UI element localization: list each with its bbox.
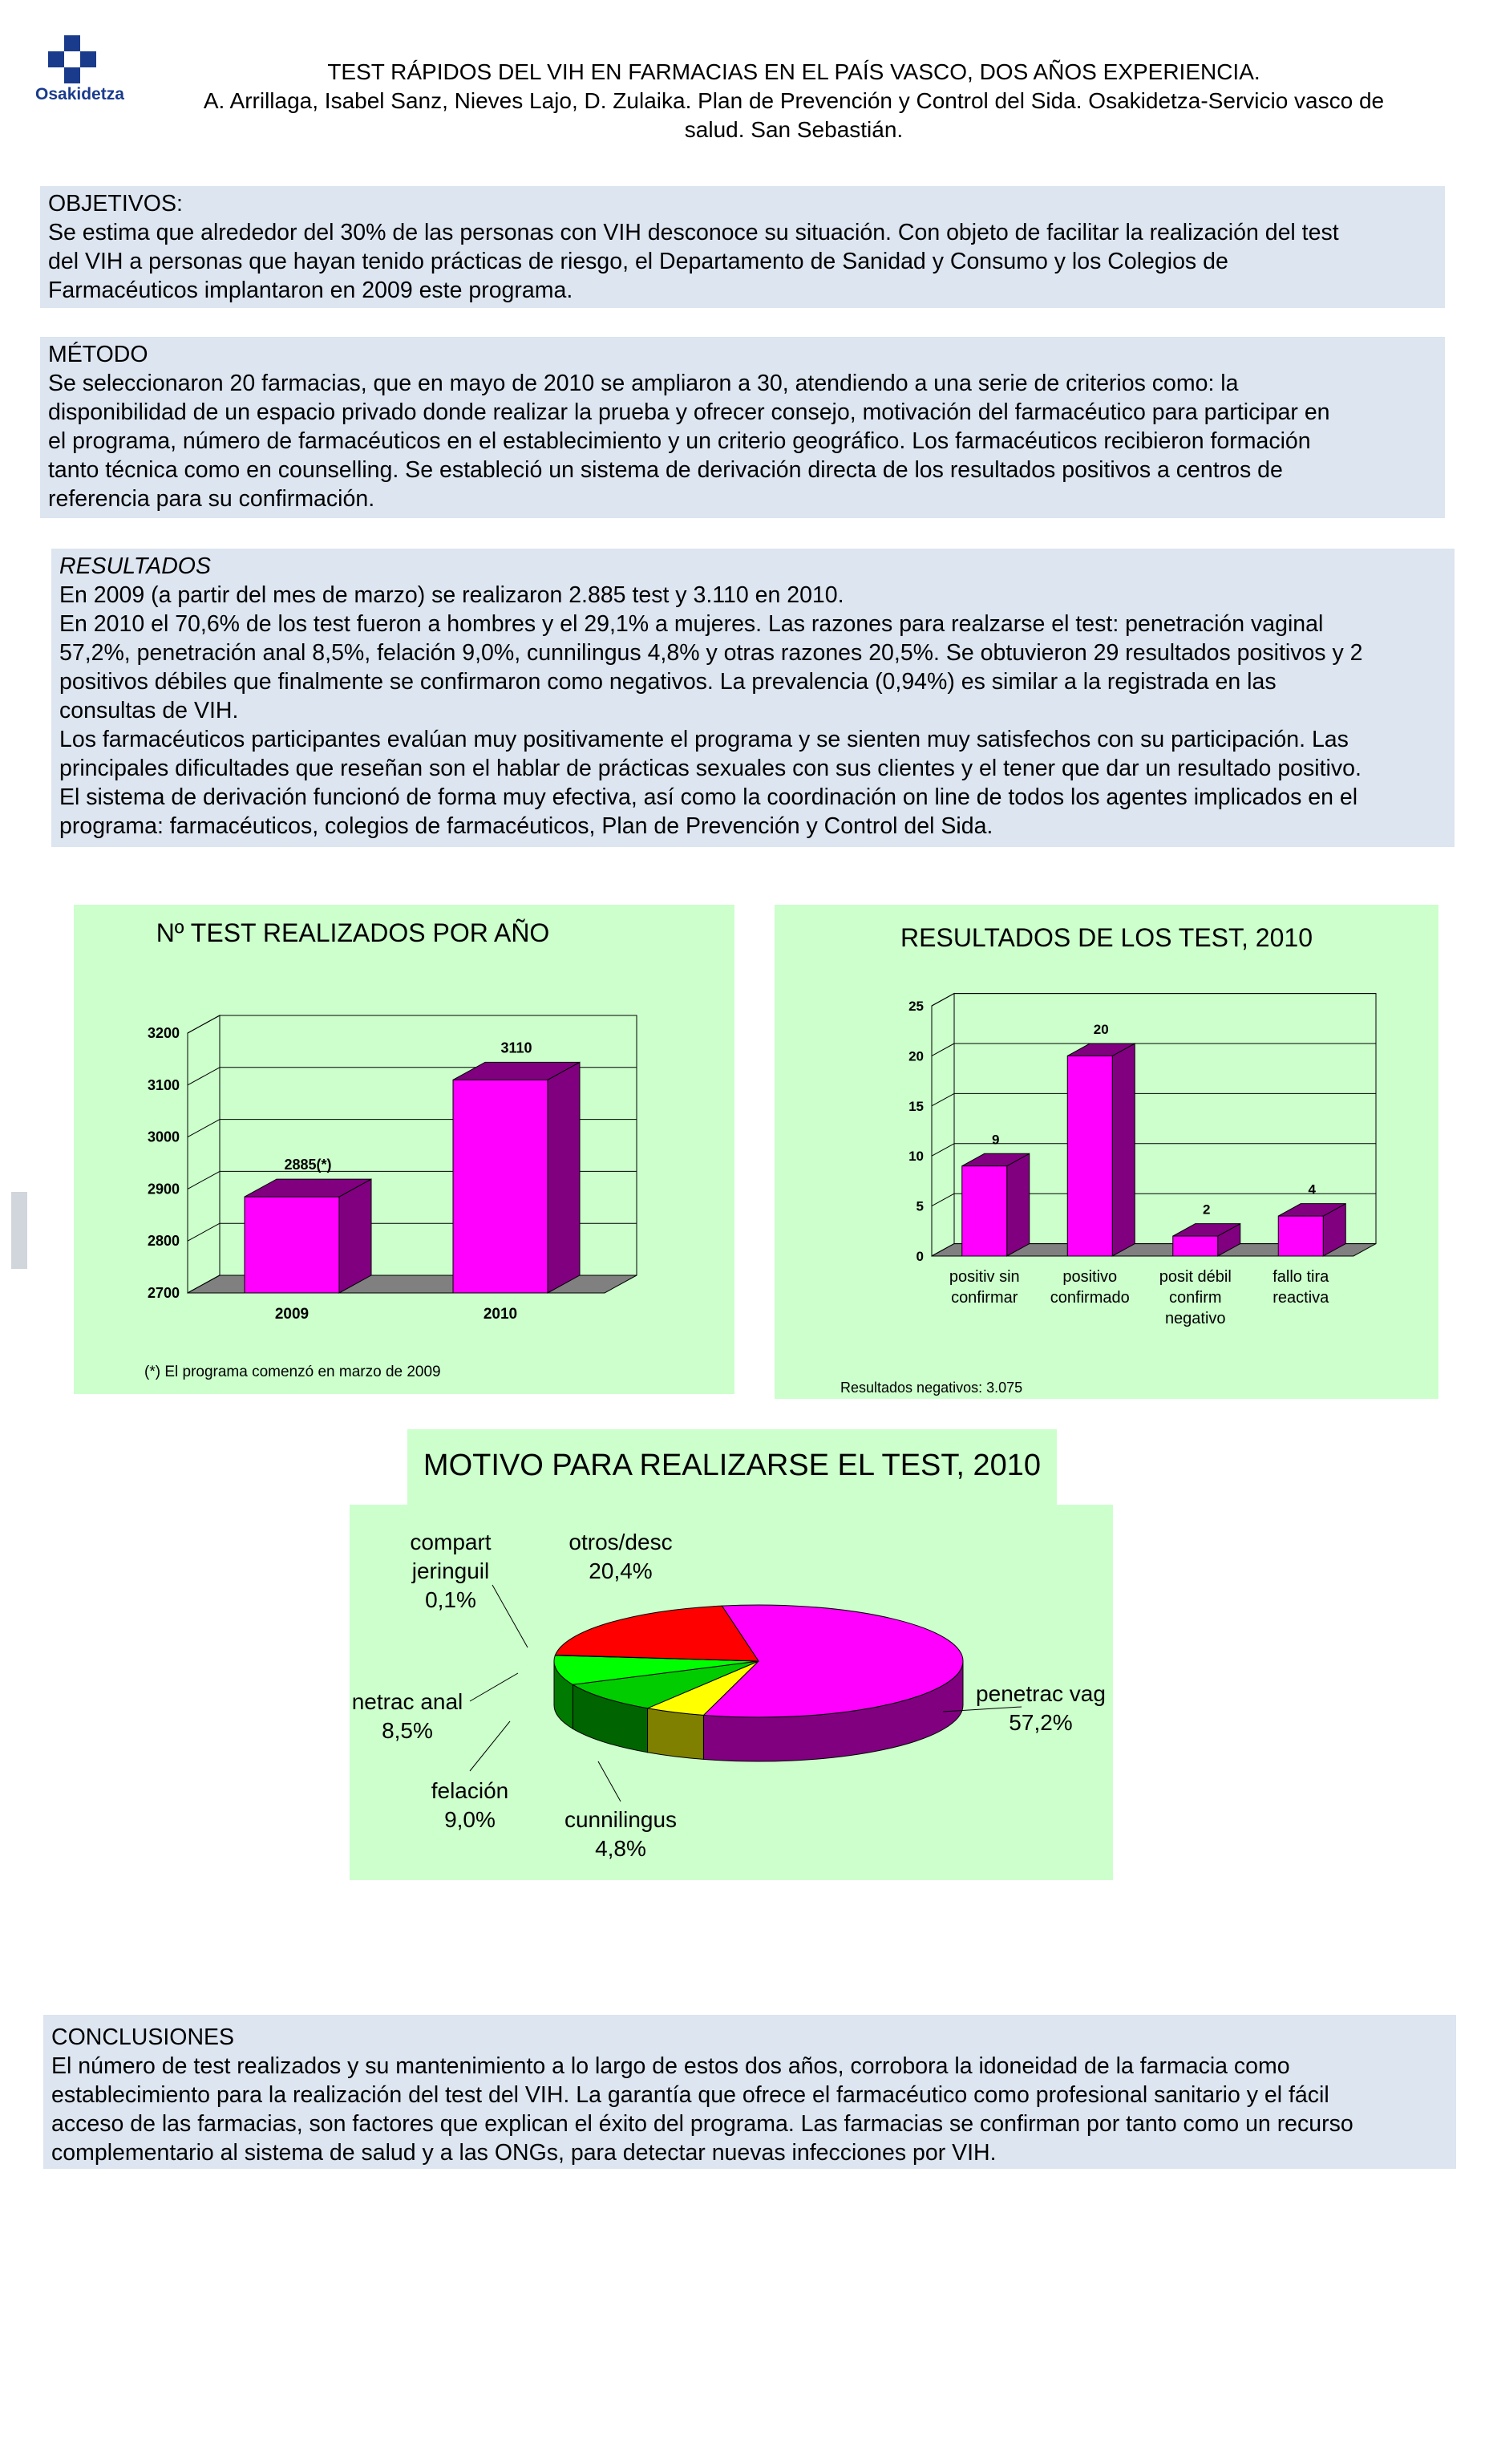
- chart-gridline: [188, 1171, 220, 1189]
- poster-title: TEST RÁPIDOS DEL VIH EN FARMACIAS EN EL PAÍS VASCO, DOS AÑOS EXPERIENCIA.: [327, 59, 1260, 84]
- x-category-label: 2010: [483, 1306, 518, 1323]
- metodo-line: Se seleccionaron 20 farmacias, que en mayo de 2010 se ampliaron a 30, atendiendo a una serie de criterios como: la: [48, 371, 1239, 396]
- chart-test-results: [775, 905, 1438, 1399]
- x-category-label: confirmar: [951, 1289, 1018, 1307]
- chart-title: Nº TEST REALIZADOS POR AÑO: [156, 918, 550, 947]
- metodo-section: [40, 337, 1445, 518]
- y-tick-label: 10: [908, 1149, 924, 1165]
- logo-text: Osakidetza: [35, 85, 124, 103]
- data-label: 4: [1308, 1181, 1316, 1198]
- chart-gridline: [932, 1044, 954, 1056]
- chart-reasons-title: MOTIVO PARA REALIZARSE EL TEST, 2010: [423, 1449, 1042, 1482]
- chart-title: RESULTADOS DE LOS TEST, 2010: [900, 923, 1313, 952]
- bar-side: [339, 1179, 371, 1293]
- bar: [1173, 1236, 1218, 1256]
- poster-affiliation: salud. San Sebastián.: [684, 117, 904, 142]
- pie-leader-line: [492, 1585, 528, 1647]
- pie-slice-side: [648, 1708, 704, 1760]
- x-category-label: posit débil: [1159, 1268, 1232, 1286]
- objetivos-line: del VIH a personas que hayan tenido prácticas de riesgo, el Departamento de Sanidad y Consumo y los Colegios de: [48, 249, 1228, 274]
- pie-percent-label: 9,0%: [444, 1807, 496, 1832]
- resultados-line: 57,2%, penetración anal 8,5%, felación 9,0%, cunnilingus 4,8% y otras razones 20,5%. Se obtuvieron 29 resultados positivos y 2: [59, 640, 1363, 666]
- conclusiones-line: establecimiento para la realización del test del VIH. La garantía que ofrece el farmacéutico como profesional sanitario y el fácil: [51, 2082, 1329, 2108]
- resultados-line: Los farmacéuticos participantes evalúan muy positivamente el programa y se sienten muy satisfechos con su participación. Las: [59, 727, 1349, 752]
- chart-tests-per-year-panel: [74, 905, 734, 1394]
- pie-percent-label: 57,2%: [1009, 1710, 1073, 1735]
- data-label: 2: [1203, 1202, 1211, 1218]
- y-tick-label: 25: [908, 999, 924, 1014]
- pie-percent-label: 20,4%: [589, 1558, 653, 1583]
- metodo-heading: MÉTODO: [48, 342, 148, 367]
- pie-leader-line: [598, 1761, 621, 1801]
- bar: [245, 1197, 339, 1293]
- resultados-line: programa: farmacéuticos, colegios de farmacéuticos, Plan de Prevención y Control del Sida.: [59, 813, 993, 839]
- bar: [453, 1080, 548, 1293]
- pie-label: penetrac vag: [976, 1681, 1106, 1706]
- x-category-label: reactiva: [1273, 1289, 1329, 1307]
- y-tick-label: 15: [908, 1098, 924, 1114]
- conclusiones-line: complementario al sistema de salud y a las ONGs, para detectar nuevas infecciones por VIH.: [51, 2140, 997, 2166]
- y-tick-label: 3100: [147, 1076, 180, 1093]
- chart-gridline: [932, 1194, 954, 1206]
- resultados-line: En 2009 (a partir del mes de marzo) se realizaron 2.885 test y 3.110 en 2010.: [59, 582, 844, 608]
- chart-footnote: Resultados negativos: 3.075: [840, 1380, 1023, 1396]
- objetivos-section: [40, 186, 1445, 308]
- pie-label: cunnilingus: [564, 1807, 678, 1832]
- poster-authors: A. Arrillaga, Isabel Sanz, Nieves Lajo, D. Zulaika. Plan de Prevención y Control del Sida. Osakidetza-Servicio vasco de: [203, 88, 1385, 113]
- chart-gridline: [188, 1223, 220, 1241]
- bar: [962, 1166, 1007, 1256]
- margin-marker: [11, 1192, 27, 1269]
- y-tick-label: 2700: [147, 1285, 180, 1301]
- pie-percent-label: 0,1%: [425, 1587, 476, 1612]
- y-tick-label: 3200: [147, 1025, 180, 1041]
- resultados-line: positivos débiles que finalmente se confirmaron como negativos. La prevalencia (0,94%) es similar a la registrada en las: [59, 669, 1277, 695]
- conclusiones-line: acceso de las farmacias, son factores que explican el éxito del programa. Las farmacias se confirman por tanto como un recurso: [51, 2111, 1353, 2137]
- metodo-line: disponibilidad de un espacio privado donde realizar la prueba y ofrecer consejo, motivación del farmacéutico para participar en: [48, 399, 1330, 425]
- bar: [1067, 1056, 1112, 1256]
- x-category-label: 2009: [274, 1306, 310, 1323]
- resultados-heading: RESULTADOS: [59, 553, 211, 579]
- pie-percent-label: 4,8%: [595, 1836, 646, 1861]
- bar: [1278, 1216, 1323, 1256]
- y-tick-label: 5: [916, 1198, 924, 1214]
- chart-footnote: (*) El programa comenzó en marzo de 2009: [144, 1364, 441, 1380]
- pie-label: jeringuil: [411, 1558, 490, 1583]
- bar-side: [1007, 1153, 1030, 1256]
- bar-side: [548, 1062, 580, 1293]
- y-tick-label: 20: [908, 1048, 924, 1064]
- data-label: 20: [1093, 1022, 1109, 1037]
- conclusiones-section: [43, 2015, 1456, 2169]
- chart-test-results-panel: [775, 905, 1438, 1399]
- chart-gridline: [932, 994, 954, 1006]
- pie-leader-line: [470, 1673, 518, 1701]
- conclusiones-line: El número de test realizados y su mantenimiento a lo largo de estos dos años, corrobora la idoneidad de la farmacia como: [51, 2053, 1290, 2079]
- y-tick-label: 2900: [147, 1181, 180, 1198]
- x-category-label: confirmado: [1050, 1289, 1130, 1307]
- metodo-line: el programa, número de farmacéuticos en el establecimiento y un criterio geográfico. Los farmacéuticos recibieron formación: [48, 428, 1311, 454]
- x-category-label: negativo: [1164, 1310, 1226, 1327]
- data-label: 9: [992, 1132, 1000, 1148]
- resultados-line: En 2010 el 70,6% de los test fueron a hombres y el 29,1% a mujeres. Las razones para realzarse el test: penetración vaginal: [59, 611, 1324, 637]
- chart-reasons-panel: [350, 1505, 1113, 1880]
- y-tick-label: 2800: [147, 1233, 180, 1250]
- pie-label: compart: [410, 1530, 492, 1554]
- resultados-section: [51, 549, 1455, 847]
- pie-leader-line: [470, 1721, 510, 1771]
- objetivos-heading: OBJETIVOS:: [48, 191, 183, 217]
- metodo-line: tanto técnica como en counselling. Se estableció un sistema de derivación directa de los resultados positivos a centros de: [48, 457, 1283, 483]
- data-label: 3110: [500, 1040, 532, 1056]
- pie-label: felación: [431, 1778, 509, 1803]
- chart-side-wall: [188, 1015, 220, 1293]
- bar-side: [1112, 1044, 1135, 1256]
- pie-label: netrac anal: [351, 1689, 463, 1714]
- chart-gridline: [932, 1144, 954, 1156]
- chart-gridline: [188, 1068, 220, 1085]
- resultados-line: principales dificultades que reseñan son el hablar de prácticas sexuales con sus clientes y el tener que dar un resultado positivo.: [59, 756, 1362, 781]
- metodo-line: referencia para su confirmación.: [48, 486, 375, 512]
- resultados-line: El sistema de derivación funcionó de forma muy efectiva, así como la coordinación on line de todos los agentes implicados en el: [59, 784, 1358, 810]
- x-category-label: positiv sin: [949, 1268, 1020, 1286]
- x-category-label: confirm: [1168, 1289, 1222, 1307]
- y-tick-label: 3000: [147, 1129, 180, 1145]
- x-category-label: fallo tira: [1273, 1268, 1329, 1286]
- x-category-label: positivo: [1062, 1268, 1118, 1286]
- conclusiones-heading: CONCLUSIONES: [51, 2024, 235, 2050]
- chart-side-wall: [932, 994, 954, 1256]
- y-tick-label: 0: [916, 1249, 924, 1264]
- chart-gridline: [188, 1015, 220, 1033]
- chart-reasons-pie: [350, 1505, 1113, 1880]
- data-label: 2885(*): [284, 1157, 332, 1173]
- chart-tests-per-year: [74, 905, 734, 1394]
- objetivos-line: Farmacéuticos implantaron en 2009 este programa.: [48, 278, 573, 303]
- chart-gridline: [932, 1093, 954, 1105]
- resultados-line: consultas de VIH.: [59, 698, 239, 723]
- poster-header: [136, 58, 1451, 144]
- pie-label: otros/desc: [568, 1530, 673, 1554]
- chart-gridline: [188, 1120, 220, 1137]
- pie-percent-label: 8,5%: [382, 1718, 433, 1743]
- chart-reasons-title-panel: [407, 1429, 1057, 1508]
- objetivos-line: Se estima que alrededor del 30% de las personas con VIH desconoce su situación. Con objeto de facilitar la realización del test: [48, 220, 1339, 245]
